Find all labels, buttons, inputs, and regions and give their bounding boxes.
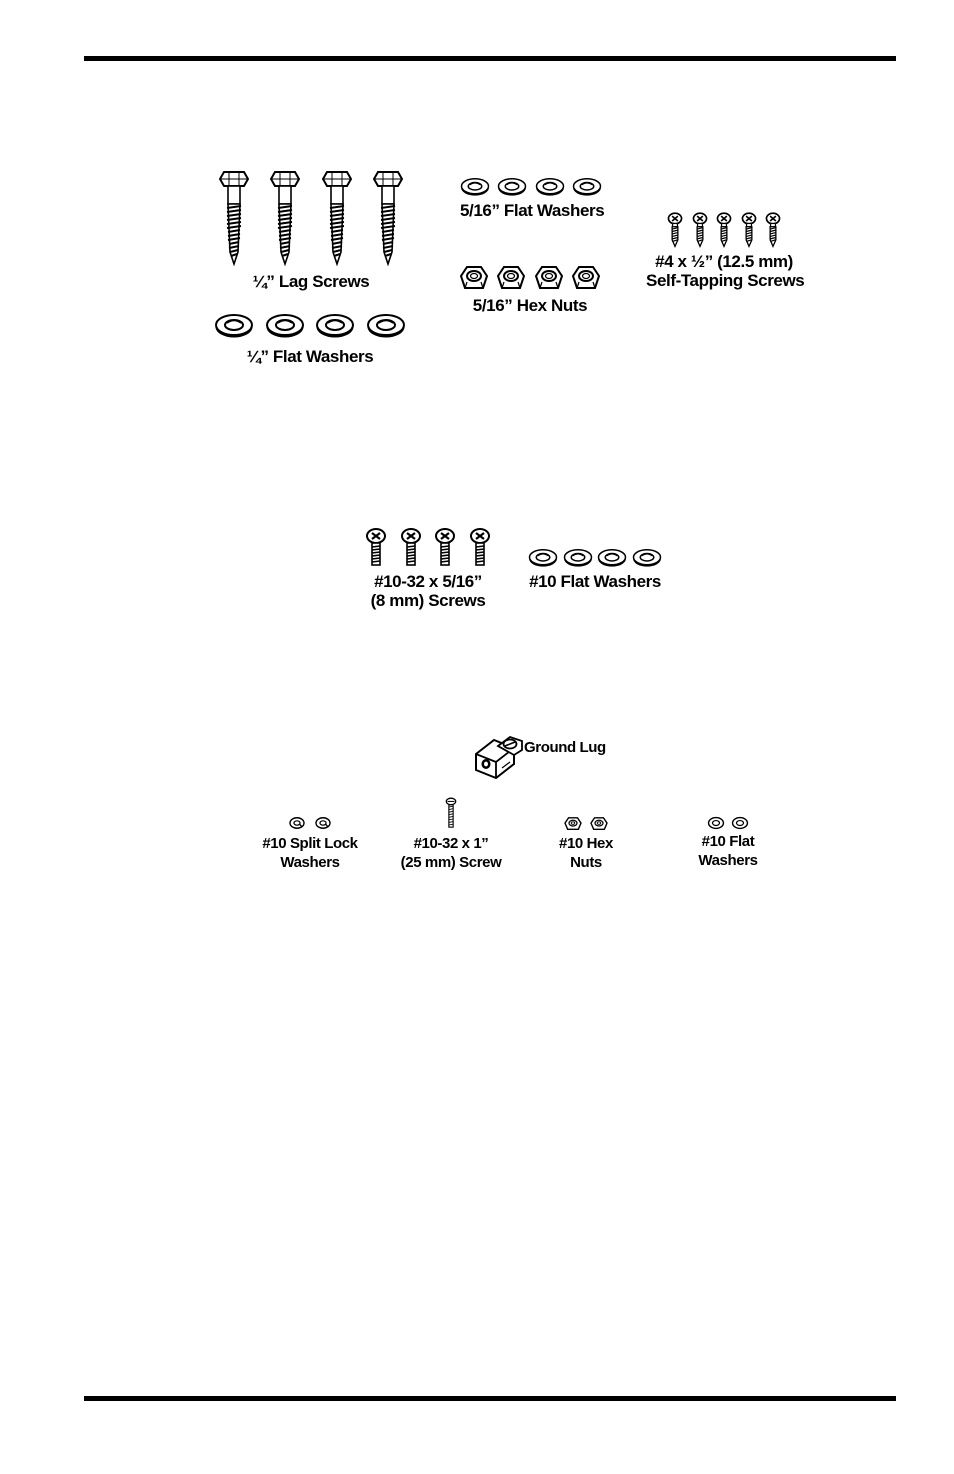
five-sixteenths-flat-washers-label: 5/16” Flat Washers xyxy=(460,201,605,220)
self-tapping-screws-group xyxy=(646,212,805,290)
self-tapping-screw-icon xyxy=(740,212,758,248)
flat-washer-icon xyxy=(528,548,558,568)
ten-flat-small-washers-group xyxy=(688,816,768,870)
self-tapping-screws-label-line1: #4 x ½” (12.5 mm) xyxy=(655,252,793,271)
split-lock-washers-label xyxy=(255,834,365,872)
split-lock-washers-group xyxy=(255,816,365,872)
ten-hex-nuts-label-line2: Nuts xyxy=(570,854,602,871)
one-inch-screw-row xyxy=(395,796,507,830)
lag-screw-icon xyxy=(322,170,352,266)
self-tapping-screws-row xyxy=(666,212,782,248)
ten-hex-nuts-label-line1: #10 Hex xyxy=(559,835,613,852)
five-sixteenths-hex-nuts-label: 5/16” Hex Nuts xyxy=(472,296,588,315)
ground-lug-row xyxy=(472,728,622,780)
ten-flat-small-washers-label xyxy=(688,832,768,870)
flat-washer-icon xyxy=(214,313,254,339)
lag-screws-group xyxy=(219,170,403,291)
hex-nut-icon xyxy=(496,264,526,292)
machine-screw-icon xyxy=(469,528,491,568)
flat-washer-icon xyxy=(731,816,749,830)
hex-nut-icon xyxy=(571,264,601,292)
one-inch-screw-label-line2: (25 mm) Screw xyxy=(400,854,502,871)
self-tapping-screw-icon xyxy=(715,212,733,248)
split-lock-washers-row xyxy=(255,816,365,830)
machine-screw-icon xyxy=(400,528,422,568)
machine-screw-icon xyxy=(445,796,457,830)
lag-screw-icon xyxy=(373,170,403,266)
ground-lug-icon xyxy=(472,728,528,780)
flat-washer-icon xyxy=(535,177,565,197)
lag-screw-icon xyxy=(219,170,249,266)
five-sixteenths-flat-washers-row xyxy=(460,177,602,197)
hex-nut-icon xyxy=(534,264,564,292)
five-sixteenths-hex-nuts-row xyxy=(459,264,601,292)
flat-washer-icon xyxy=(315,313,355,339)
ten-flat-small-washers-label-line2: Washers xyxy=(698,852,758,869)
ground-lug-group xyxy=(472,728,622,780)
quarter-flat-washers-group xyxy=(214,313,406,366)
bottom-rule xyxy=(84,1396,896,1401)
machine-screw-icon xyxy=(365,528,387,568)
flat-washer-icon xyxy=(366,313,406,339)
ten-hex-nuts-label xyxy=(546,834,626,872)
ten-flat-small-washers-label-line1: #10 Flat xyxy=(701,833,755,850)
self-tapping-screws-label xyxy=(646,252,805,290)
flat-washer-icon xyxy=(265,313,305,339)
five-sixteenths-flat-washers-group xyxy=(460,177,605,220)
ten-flat-washers-label: #10 Flat Washers xyxy=(529,572,661,591)
flat-washer-icon xyxy=(632,548,662,568)
ten-flat-washers-row xyxy=(528,548,662,568)
one-inch-screw-group xyxy=(395,796,507,872)
ten-flat-washers-group xyxy=(524,548,666,591)
quarter-flat-washers-row xyxy=(214,313,406,339)
one-inch-screw-label xyxy=(395,834,507,872)
ten-32-screws-label-line1: #10-32 x 5/16” xyxy=(374,572,482,591)
lag-screw-icon xyxy=(270,170,300,266)
split-lock-washers-label-line1: #10 Split Lock xyxy=(262,835,358,852)
split-lock-washer-icon xyxy=(314,816,332,830)
ground-lug-label: Ground Lug xyxy=(524,739,606,756)
split-lock-washer-icon xyxy=(288,816,306,830)
ten-hex-nuts-row xyxy=(546,816,626,832)
self-tapping-screw-icon xyxy=(691,212,709,248)
self-tapping-screws-label-line2: Self-Tapping Screws xyxy=(646,271,805,290)
machine-screw-icon xyxy=(434,528,456,568)
flat-washer-icon xyxy=(563,548,593,568)
lag-screws-label: ¼” Lag Screws xyxy=(252,272,370,291)
ten-32-screws-label-line2: (8 mm) Screws xyxy=(370,591,486,610)
hex-nut-icon xyxy=(590,816,608,832)
quarter-flat-washers-label: ¼” Flat Washers xyxy=(246,347,374,366)
top-rule xyxy=(84,56,896,61)
ten-32-screws-row xyxy=(365,528,491,568)
one-inch-screw-label-line1: #10-32 x 1” xyxy=(413,835,489,852)
lag-screws-row xyxy=(219,170,403,266)
self-tapping-screw-icon xyxy=(764,212,782,248)
flat-washer-icon xyxy=(460,177,490,197)
hex-nut-icon xyxy=(564,816,582,832)
flat-washer-icon xyxy=(572,177,602,197)
flat-washer-icon xyxy=(597,548,627,568)
five-sixteenths-hex-nuts-group xyxy=(459,264,601,315)
split-lock-washers-label-line2: Washers xyxy=(280,854,340,871)
ten-32-screws-group xyxy=(358,528,498,610)
ten-hex-nuts-group xyxy=(546,816,626,872)
flat-washer-icon xyxy=(707,816,725,830)
ten-32-screws-label xyxy=(358,572,498,610)
hex-nut-icon xyxy=(459,264,489,292)
flat-washer-icon xyxy=(497,177,527,197)
ten-flat-small-washers-row xyxy=(688,816,768,830)
self-tapping-screw-icon xyxy=(666,212,684,248)
